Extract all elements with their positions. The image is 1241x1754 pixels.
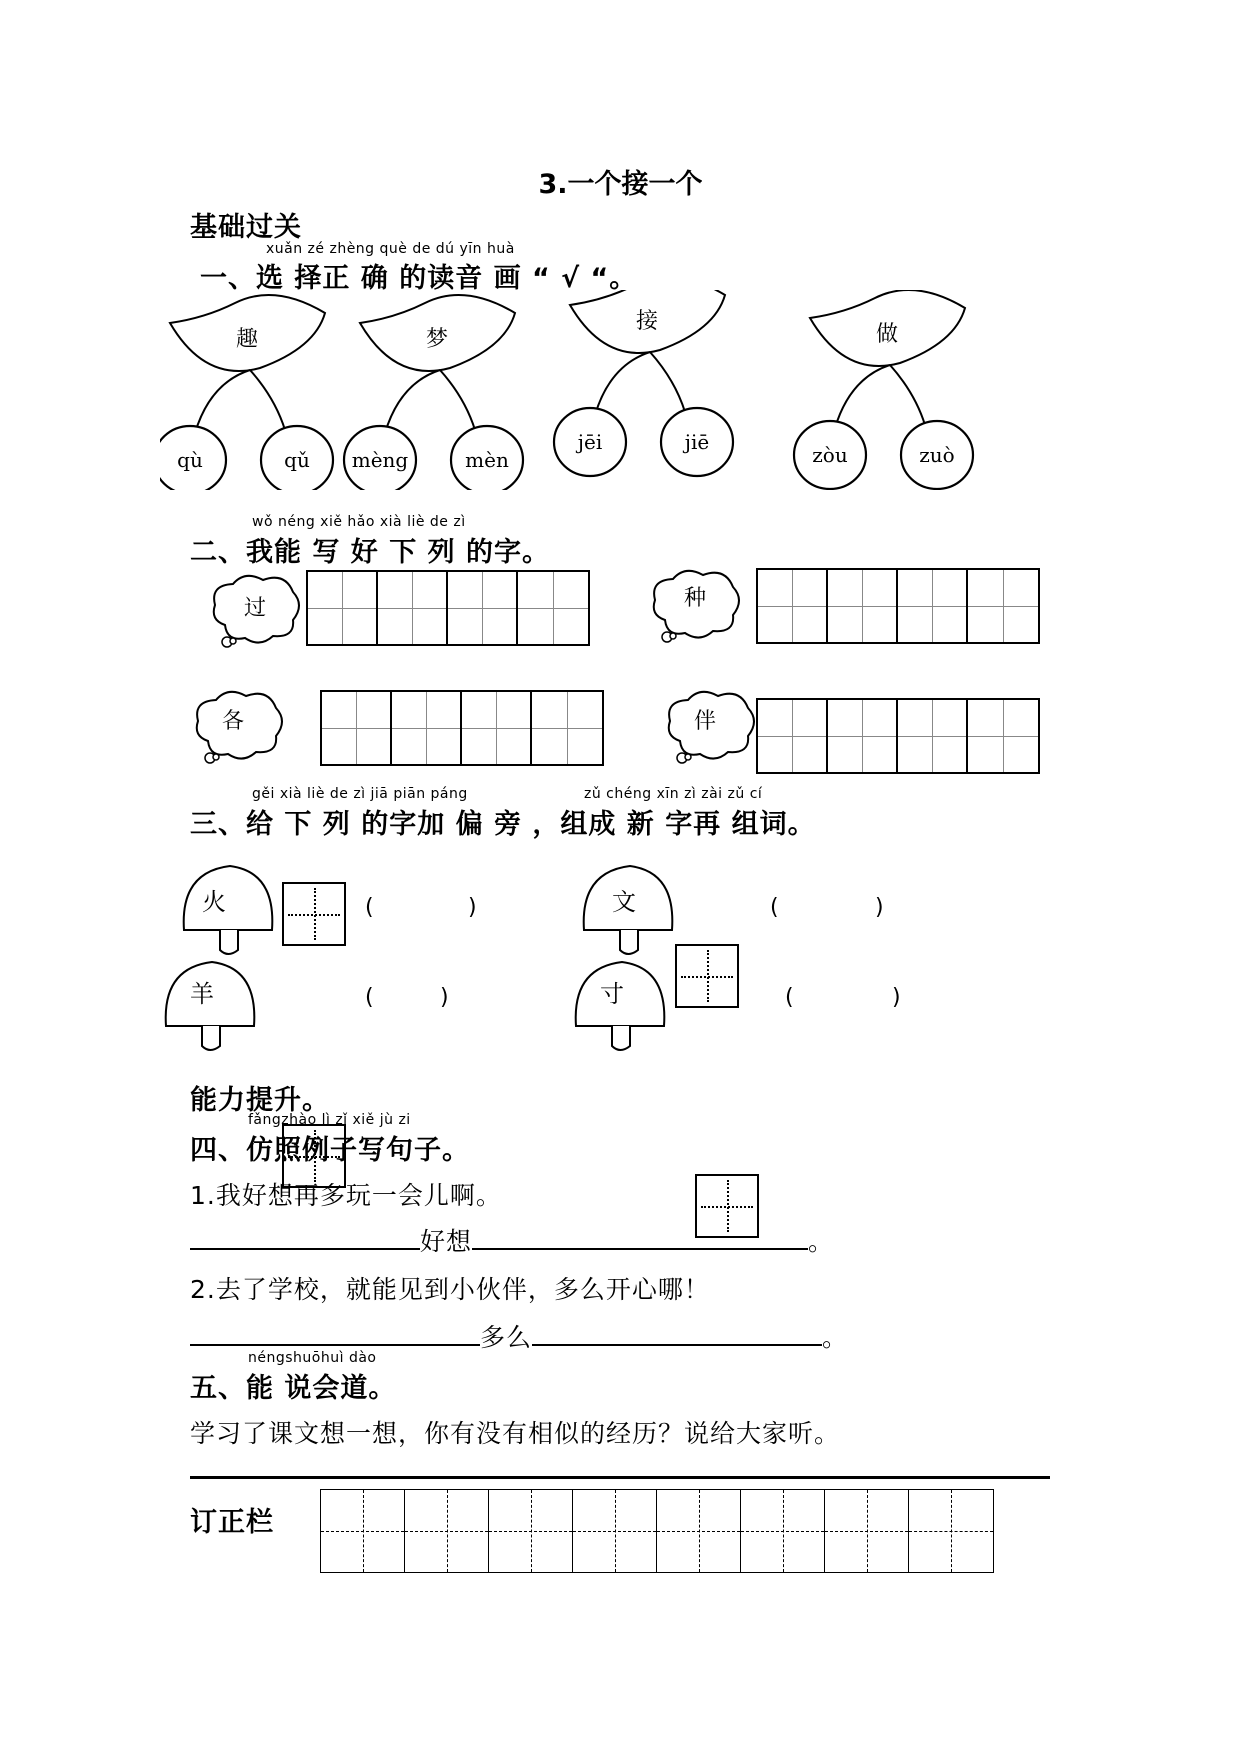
writing-cell[interactable] [308, 572, 378, 644]
mushroom-shape [180, 862, 280, 962]
writing-grid-4[interactable] [756, 698, 1040, 774]
writing-cell[interactable] [448, 572, 518, 644]
blank-line[interactable] [190, 1224, 420, 1250]
q1-pinyin: xuǎn zé zhèng què de dú yīn huà [266, 241, 515, 257]
writing-cell[interactable] [462, 692, 532, 764]
writing-cell[interactable] [968, 570, 1038, 642]
cloud-bubble [188, 686, 288, 766]
char-box[interactable] [675, 944, 739, 1008]
q3-char-2: 文 [612, 888, 636, 916]
cloud-bubble [645, 565, 745, 645]
cherry-right-pinyin: qǔ [284, 448, 310, 472]
correction-cell[interactable] [909, 1490, 993, 1572]
writing-cell[interactable] [898, 700, 968, 772]
mushroom-shape [162, 958, 262, 1058]
q2-char-2: 种 [683, 586, 707, 611]
q2-char-4: 伴 [693, 709, 717, 734]
correction-cell[interactable] [573, 1490, 657, 1572]
paren-open: ( [785, 985, 794, 1010]
stem-right [440, 370, 475, 430]
cloud-bubble [660, 686, 760, 766]
correction-cell[interactable] [321, 1490, 405, 1572]
cherry-left-pinyin: jēi [577, 430, 603, 454]
stem-right [650, 352, 685, 412]
section-advanced: 能力提升。 [190, 1085, 330, 1116]
blank-line[interactable] [190, 1320, 480, 1346]
q4-fill2-word: 多么 [480, 1323, 533, 1352]
q4-fill1-word: 好想 [420, 1227, 473, 1256]
paren-close: ) [468, 895, 477, 920]
q4-pinyin: fǎngzhào lì zǐ xiě jù zi [248, 1112, 411, 1128]
q5-pinyin: néngshuōhuì dào [248, 1350, 377, 1366]
stem-right [890, 365, 925, 425]
writing-cell[interactable] [758, 570, 828, 642]
paren-open: ( [365, 985, 374, 1010]
cherry-left-pinyin: zòu [812, 443, 848, 467]
q3-char-4: 寸 [600, 980, 624, 1008]
writing-cell[interactable] [532, 692, 602, 764]
writing-cell[interactable] [898, 570, 968, 642]
correction-cell[interactable] [825, 1490, 909, 1572]
q1-heading: 一、选 择正 确 的读音 画 “ √ “。 [200, 263, 638, 294]
q4-fill-line-2[interactable] [190, 1318, 848, 1354]
cherry-group-3 [554, 290, 733, 476]
q5-heading: 五、能 说会道。 [190, 1373, 397, 1404]
correction-cell[interactable] [405, 1490, 489, 1572]
leaf-char: 趣 [235, 327, 259, 352]
q2-char-3: 各 [221, 709, 245, 734]
writing-cell[interactable] [322, 692, 392, 764]
stem-left [385, 370, 440, 433]
q3-pinyin-a: gěi xià liè de zì jiā piān páng [252, 786, 468, 802]
cloud-bubble [205, 570, 305, 650]
writing-cell[interactable] [828, 570, 898, 642]
leaf-char: 做 [875, 322, 899, 347]
writing-cell[interactable] [758, 700, 828, 772]
q1-cherry-figures [160, 290, 1060, 490]
mushroom-shape [580, 862, 680, 962]
correction-cell[interactable] [657, 1490, 741, 1572]
q3-char-3: 羊 [190, 980, 214, 1008]
stem-right [250, 370, 285, 430]
cherry-group-2 [344, 295, 523, 490]
correction-cell[interactable] [489, 1490, 573, 1572]
paren-close: ) [892, 985, 901, 1010]
q3-pinyin-b: zǔ chéng xīn zì zài zǔ cí [584, 786, 763, 802]
correction-cell[interactable] [741, 1490, 825, 1572]
q4-example-1: 1.我好想再多玩一会儿啊。 [190, 1181, 502, 1210]
q2-char-1: 过 [243, 596, 267, 621]
writing-grid-1[interactable] [306, 570, 590, 646]
cherry-group-4 [794, 290, 973, 489]
q2-pinyin: wǒ néng xiě hǎo xià liè de zì [252, 514, 466, 530]
paren-open: ( [365, 895, 374, 920]
cherry-left-pinyin: mèng [351, 448, 409, 472]
writing-grid-2[interactable] [756, 568, 1040, 644]
writing-grid-3[interactable] [320, 690, 604, 766]
correction-label: 订正栏 [190, 1507, 274, 1538]
paren-close: ) [440, 985, 449, 1010]
mushroom-shape [572, 958, 672, 1058]
writing-cell[interactable] [378, 572, 448, 644]
answer-line[interactable] [190, 1476, 1050, 1479]
q4-fill-line-1[interactable] [190, 1222, 834, 1258]
cherry-right-pinyin: jiē [684, 430, 710, 454]
correction-grid[interactable] [320, 1489, 994, 1573]
blank-line[interactable] [532, 1320, 822, 1346]
writing-cell[interactable] [968, 700, 1038, 772]
q2-heading: 二、我能 写 好 下 列 的字。 [190, 537, 550, 568]
paren-open: ( [770, 895, 779, 920]
q4-heading: 四、仿照例子写句子。 [190, 1135, 470, 1166]
writing-cell[interactable] [518, 572, 588, 644]
q3-char-1: 火 [202, 888, 226, 916]
q5-prompt: 学习了课文想一想，你有没有相似的经历？说给大家听。 [190, 1419, 841, 1448]
stem-left [835, 365, 890, 428]
section-basic: 基础过关 [190, 212, 302, 243]
q3-heading: 三、给 下 列 的字加 偏 旁 ，组成 新 字再 组词。 [190, 809, 816, 840]
stem-left [195, 370, 250, 433]
writing-cell[interactable] [392, 692, 462, 764]
cherry-group-1 [160, 295, 333, 490]
writing-cell[interactable] [828, 700, 898, 772]
cherry-right-pinyin: zuò [919, 443, 955, 467]
paren-close: ) [875, 895, 884, 920]
period: 。 [822, 1323, 849, 1352]
period: 。 [808, 1227, 835, 1256]
stem-left [595, 352, 650, 415]
cherry-right-pinyin: mèn [465, 448, 509, 472]
blank-line[interactable] [472, 1224, 808, 1250]
cherry-left-pinyin: qù [177, 448, 203, 472]
page-title: 3.一个接一个 [538, 169, 703, 200]
char-box[interactable] [282, 882, 346, 946]
q4-example-2: 2.去了学校，就能见到小伙伴，多么开心哪！ [190, 1275, 710, 1304]
leaf-char: 梦 [425, 327, 449, 352]
leaf-char: 接 [635, 309, 659, 334]
